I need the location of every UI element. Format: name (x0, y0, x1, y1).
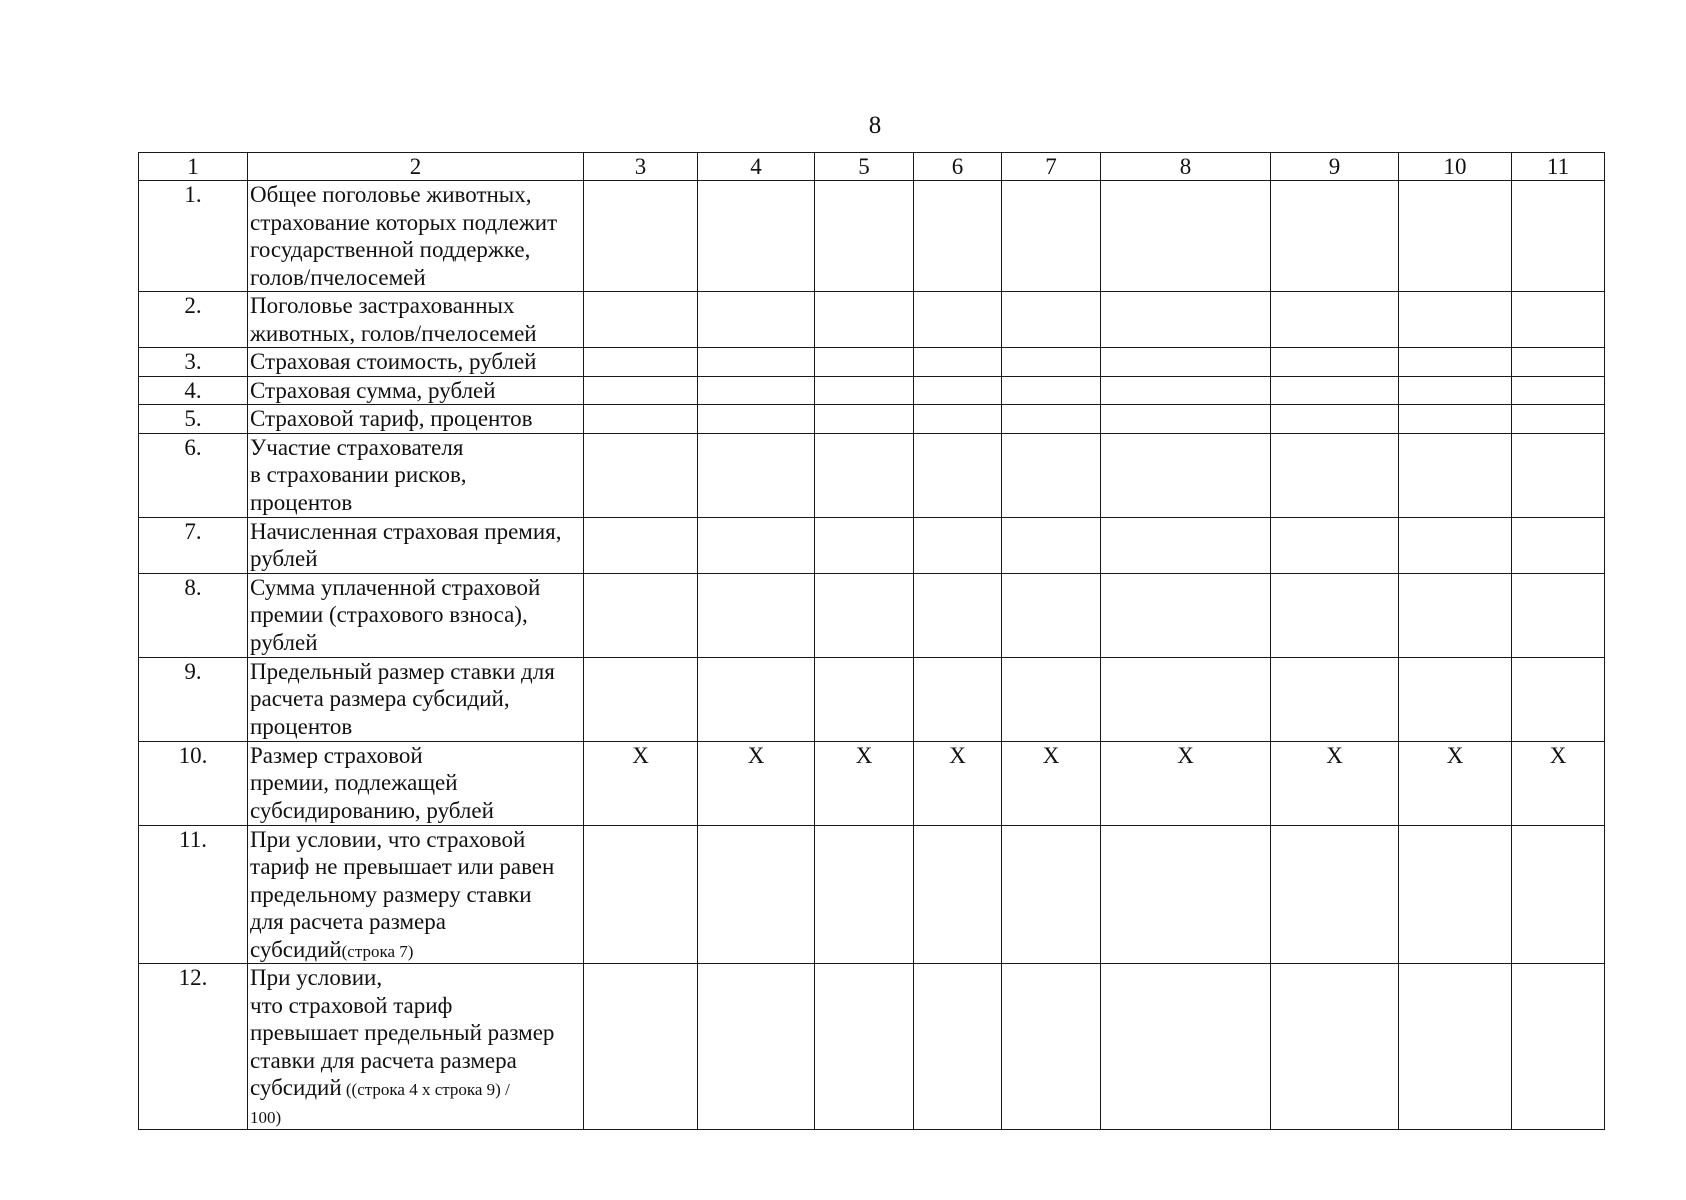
value-cell-col-7 (1002, 964, 1101, 1130)
column-number-4: 4 (698, 153, 815, 181)
value-cell-col-10 (1399, 405, 1512, 434)
value-cell-col-7 (1002, 181, 1101, 292)
value-cell-col-5: X (815, 741, 914, 825)
value-cell-col-10: X (1399, 741, 1512, 825)
row-number: 1. (139, 181, 248, 292)
row-label-note: ((строка 4 х строка 9) / 100) (250, 1080, 510, 1127)
value-cell-col-10 (1399, 433, 1512, 517)
row-label: Поголовье застрахованных животных, голов/пчелосемей (250, 293, 537, 346)
value-cell-col-10 (1399, 292, 1512, 348)
row-label: Страховая сумма, рублей (250, 377, 496, 403)
table-row (139, 348, 1605, 377)
column-number-9: 9 (1271, 153, 1399, 181)
row-label-cell (248, 741, 584, 825)
value-cell-col-4 (698, 405, 815, 434)
value-cell-col-11 (1512, 292, 1605, 348)
value-cell-col-8 (1101, 433, 1271, 517)
row-label-note: (строка 7) (341, 941, 414, 961)
row-number: 4. (139, 376, 248, 405)
value-cell-col-6 (914, 825, 1002, 964)
value-cell-col-5 (815, 657, 914, 741)
row-label: Предельный размер ставки для расчета размера субсидий, процентов (250, 658, 555, 739)
value-cell-col-4 (698, 348, 815, 377)
row-number: 11. (139, 825, 248, 964)
value-cell-col-6 (914, 517, 1002, 573)
row-label-cell (248, 181, 584, 292)
row-number: 5. (139, 405, 248, 434)
value-cell-col-11 (1512, 825, 1605, 964)
value-cell-col-9 (1271, 573, 1399, 657)
value-cell-col-11 (1512, 433, 1605, 517)
value-cell-col-7 (1002, 573, 1101, 657)
value-cell-col-3 (584, 657, 698, 741)
value-cell-col-4 (698, 433, 815, 517)
row-label: Страховой тариф, процентов (250, 406, 533, 431)
row-label: Сумма уплаченной страховой премии (страхового взноса), рублей (250, 574, 541, 655)
row-label: При условии, что страховой тариф превышает предельный размер ставки для расчета размера субсидий (250, 965, 555, 1100)
value-cell-col-11 (1512, 657, 1605, 741)
value-cell-col-5 (815, 573, 914, 657)
value-cell-col-7 (1002, 376, 1101, 405)
value-cell-col-5 (815, 433, 914, 517)
value-cell-col-5 (815, 348, 914, 377)
row-label-cell (248, 292, 584, 348)
row-number: 6. (139, 433, 248, 517)
table-row (139, 657, 1605, 741)
value-cell-col-8 (1101, 517, 1271, 573)
value-cell-col-3 (584, 825, 698, 964)
value-cell-col-4: X (698, 741, 815, 825)
value-cell-col-6 (914, 573, 1002, 657)
row-number: 3. (139, 348, 248, 377)
column-number-10: 10 (1399, 153, 1512, 181)
value-cell-col-5 (815, 376, 914, 405)
value-cell-col-10 (1399, 657, 1512, 741)
table-row (139, 517, 1605, 573)
value-cell-col-7 (1002, 517, 1101, 573)
column-number-11: 11 (1512, 153, 1605, 181)
value-cell-col-11 (1512, 376, 1605, 405)
value-cell-col-10 (1399, 376, 1512, 405)
value-cell-col-7 (1002, 433, 1101, 517)
value-cell-col-3 (584, 517, 698, 573)
table-row (139, 964, 1605, 1130)
row-number: 2. (139, 292, 248, 348)
value-cell-col-8 (1101, 348, 1271, 377)
row-label-cell (248, 825, 584, 964)
value-cell-col-11 (1512, 348, 1605, 377)
value-cell-col-7 (1002, 292, 1101, 348)
column-number-3: 3 (584, 153, 698, 181)
value-cell-col-9 (1271, 181, 1399, 292)
table-row (139, 573, 1605, 657)
table-row (139, 433, 1605, 517)
column-number-row (139, 153, 1605, 181)
table-row (139, 376, 1605, 405)
table-row (139, 825, 1605, 964)
row-label: Начисленная страховая премия, рублей (250, 518, 562, 571)
value-cell-col-5 (815, 964, 914, 1130)
value-cell-col-10 (1399, 517, 1512, 573)
value-cell-col-9 (1271, 433, 1399, 517)
value-cell-col-6 (914, 181, 1002, 292)
table-row (139, 181, 1605, 292)
column-number-2: 2 (248, 153, 584, 181)
value-cell-col-7: X (1002, 741, 1101, 825)
value-cell-col-9 (1271, 825, 1399, 964)
row-label-cell (248, 657, 584, 741)
value-cell-col-6 (914, 433, 1002, 517)
value-cell-col-4 (698, 825, 815, 964)
row-number: 12. (139, 964, 248, 1130)
value-cell-col-5 (815, 517, 914, 573)
row-number: 7. (139, 517, 248, 573)
table-row (139, 292, 1605, 348)
value-cell-col-4 (698, 517, 815, 573)
value-cell-col-10 (1399, 964, 1512, 1130)
table-body (139, 153, 1605, 1130)
value-cell-col-4 (698, 181, 815, 292)
value-cell-col-10 (1399, 348, 1512, 377)
value-cell-col-8 (1101, 964, 1271, 1130)
value-cell-col-6 (914, 292, 1002, 348)
row-label: Размер страховой премии, подлежащей субсидированию, рублей (250, 742, 494, 823)
row-number: 10. (139, 741, 248, 825)
row-label-cell (248, 573, 584, 657)
value-cell-col-10 (1399, 181, 1512, 292)
value-cell-col-5 (815, 825, 914, 964)
value-cell-col-7 (1002, 657, 1101, 741)
row-label-cell (248, 376, 584, 405)
row-label-cell (248, 964, 584, 1130)
column-number-8: 8 (1101, 153, 1271, 181)
value-cell-col-10 (1399, 573, 1512, 657)
value-cell-col-3 (584, 292, 698, 348)
value-cell-col-11 (1512, 405, 1605, 434)
value-cell-col-3 (584, 181, 698, 292)
table-row (139, 741, 1605, 825)
value-cell-col-3 (584, 376, 698, 405)
value-cell-col-11 (1512, 181, 1605, 292)
row-label-cell (248, 348, 584, 377)
row-label: Общее поголовье животных, страхование которых подлежит государственной поддержке, голов/пчелосемей (250, 182, 558, 290)
value-cell-col-6 (914, 964, 1002, 1130)
value-cell-col-9 (1271, 657, 1399, 741)
value-cell-col-11 (1512, 964, 1605, 1130)
row-label: Участие страхователя в страховании рисков, процентов (250, 434, 467, 515)
value-cell-col-3 (584, 405, 698, 434)
value-cell-col-5 (815, 181, 914, 292)
value-cell-col-3: X (584, 741, 698, 825)
value-cell-col-4 (698, 292, 815, 348)
value-cell-col-6 (914, 348, 1002, 377)
value-cell-col-3 (584, 573, 698, 657)
value-cell-col-9 (1271, 964, 1399, 1130)
value-cell-col-8 (1101, 825, 1271, 964)
value-cell-col-4 (698, 964, 815, 1130)
value-cell-col-9 (1271, 376, 1399, 405)
value-cell-col-9 (1271, 405, 1399, 434)
value-cell-col-4 (698, 376, 815, 405)
column-number-7: 7 (1002, 153, 1101, 181)
value-cell-col-11 (1512, 517, 1605, 573)
value-cell-col-4 (698, 657, 815, 741)
value-cell-col-8 (1101, 181, 1271, 292)
column-number-6: 6 (914, 153, 1002, 181)
value-cell-col-7 (1002, 348, 1101, 377)
row-number: 9. (139, 657, 248, 741)
row-label: При условии, что страховой тариф не превышает или равен предельному размеру ставки для расчета размера субсидий (250, 826, 555, 962)
value-cell-col-9 (1271, 292, 1399, 348)
value-cell-col-6: X (914, 741, 1002, 825)
value-cell-col-11: X (1512, 741, 1605, 825)
value-cell-col-6 (914, 376, 1002, 405)
value-cell-col-9 (1271, 517, 1399, 573)
value-cell-col-9: X (1271, 741, 1399, 825)
value-cell-col-11 (1512, 573, 1605, 657)
value-cell-col-8 (1101, 376, 1271, 405)
page-number: 8 (868, 112, 882, 139)
value-cell-col-6 (914, 405, 1002, 434)
value-cell-col-7 (1002, 405, 1101, 434)
value-cell-col-3 (584, 964, 698, 1130)
column-number-5: 5 (815, 153, 914, 181)
value-cell-col-6 (914, 657, 1002, 741)
table-row (139, 405, 1605, 434)
value-cell-col-4 (698, 573, 815, 657)
row-label-cell (248, 517, 584, 573)
value-cell-col-9 (1271, 348, 1399, 377)
value-cell-col-7 (1002, 825, 1101, 964)
value-cell-col-8 (1101, 657, 1271, 741)
row-number: 8. (139, 573, 248, 657)
row-label-cell (248, 405, 584, 434)
value-cell-col-5 (815, 405, 914, 434)
row-label-cell (248, 433, 584, 517)
value-cell-col-8 (1101, 292, 1271, 348)
value-cell-col-3 (584, 348, 698, 377)
value-cell-col-8: X (1101, 741, 1271, 825)
row-label: Страховая стоимость, рублей (250, 349, 537, 374)
column-number-1: 1 (139, 153, 248, 181)
insurance-subsidy-table (138, 152, 1605, 1130)
value-cell-col-8 (1101, 405, 1271, 434)
value-cell-col-8 (1101, 573, 1271, 657)
value-cell-col-3 (584, 433, 698, 517)
value-cell-col-10 (1399, 825, 1512, 964)
value-cell-col-5 (815, 292, 914, 348)
